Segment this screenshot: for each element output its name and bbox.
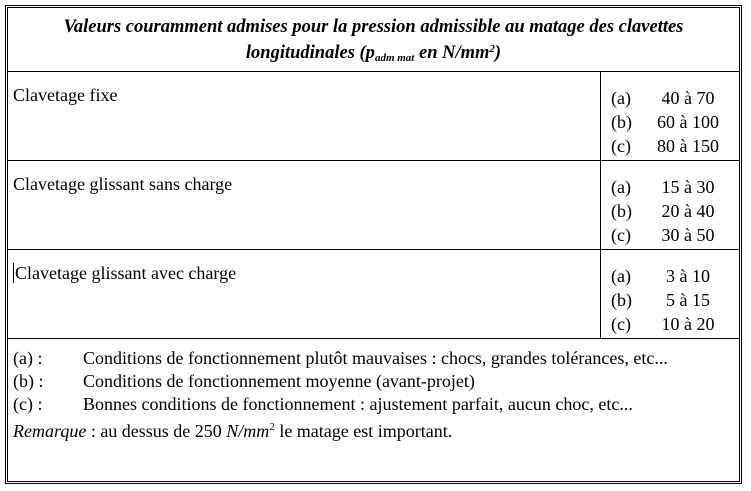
value-range: 60 à 100	[657, 112, 719, 132]
value-line	[611, 110, 736, 134]
value-range: 30 à 50	[661, 225, 715, 245]
remark-label: Remarque	[13, 421, 87, 441]
value-key: (b)	[611, 201, 632, 221]
title-subscript: adm mat	[374, 52, 415, 64]
remark-unit: N/mm	[226, 421, 270, 441]
row-label-text: Clavetage glissant avec charge	[15, 263, 237, 283]
row-label: Clavetage fixe	[13, 85, 118, 105]
note-text: Conditions de fonctionnement moyenne (avant-projet)	[83, 371, 475, 391]
row-label: Clavetage glissant sans charge	[13, 174, 233, 194]
title-line-1: Valeurs couramment admises pour la pression admissible au matage des clavettes	[63, 17, 684, 37]
remark-text-after: le matage est important.	[274, 421, 453, 441]
value-range: 40 à 70	[661, 88, 715, 108]
value-line	[611, 223, 736, 247]
notes-section	[13, 347, 735, 443]
value-key: (c)	[611, 225, 631, 245]
remark-text-before: : au dessus de 250	[86, 421, 227, 441]
note-text: Bonnes conditions de fonctionnement : ajustement parfait, aucun choc, etc...	[83, 394, 633, 414]
value-key: (c)	[611, 136, 631, 156]
title-line-2-suffix: )	[494, 43, 502, 63]
value-key: (c)	[611, 314, 631, 334]
title-line-2	[8, 38, 739, 69]
remark-superscript: 2	[269, 421, 275, 433]
table-frame	[5, 5, 742, 484]
note-item	[13, 347, 735, 370]
value-line	[611, 312, 736, 336]
row-values	[600, 250, 739, 338]
value-key: (b)	[611, 290, 632, 310]
table-row	[8, 250, 739, 339]
row-label[interactable]	[13, 262, 236, 284]
value-range: 5 à 15	[666, 290, 710, 310]
value-line	[611, 134, 736, 158]
table-row	[8, 161, 739, 250]
value-line	[611, 288, 736, 312]
value-line	[611, 199, 736, 223]
value-key: (a)	[611, 266, 631, 286]
value-range: 3 à 10	[666, 266, 710, 286]
value-line	[611, 86, 736, 110]
value-line	[611, 175, 736, 199]
value-line	[611, 264, 736, 288]
table-row	[8, 72, 739, 161]
note-text: Conditions de fonctionnement plutôt mauvaises : chocs, grandes tolérances, etc...	[83, 348, 668, 368]
text-cursor	[13, 263, 14, 283]
title-line-2-prefix: longitudinales (p	[245, 43, 375, 63]
value-range: 80 à 150	[657, 136, 719, 156]
title-superscript: 2	[489, 43, 495, 55]
note-item	[13, 393, 735, 416]
table-title	[8, 8, 739, 72]
value-range: 15 à 30	[661, 177, 715, 197]
note-key: (a) :	[13, 348, 43, 368]
value-key: (a)	[611, 177, 631, 197]
row-values	[600, 72, 739, 160]
note-item	[13, 370, 735, 393]
title-line-2-mid: en N/mm	[414, 43, 490, 63]
row-values	[600, 161, 739, 249]
note-key: (b) :	[13, 371, 44, 391]
value-range: 20 à 40	[661, 201, 715, 221]
value-key: (b)	[611, 112, 632, 132]
value-key: (a)	[611, 88, 631, 108]
value-range: 10 à 20	[661, 314, 715, 334]
note-key: (c) :	[13, 394, 43, 414]
remark	[13, 416, 735, 443]
